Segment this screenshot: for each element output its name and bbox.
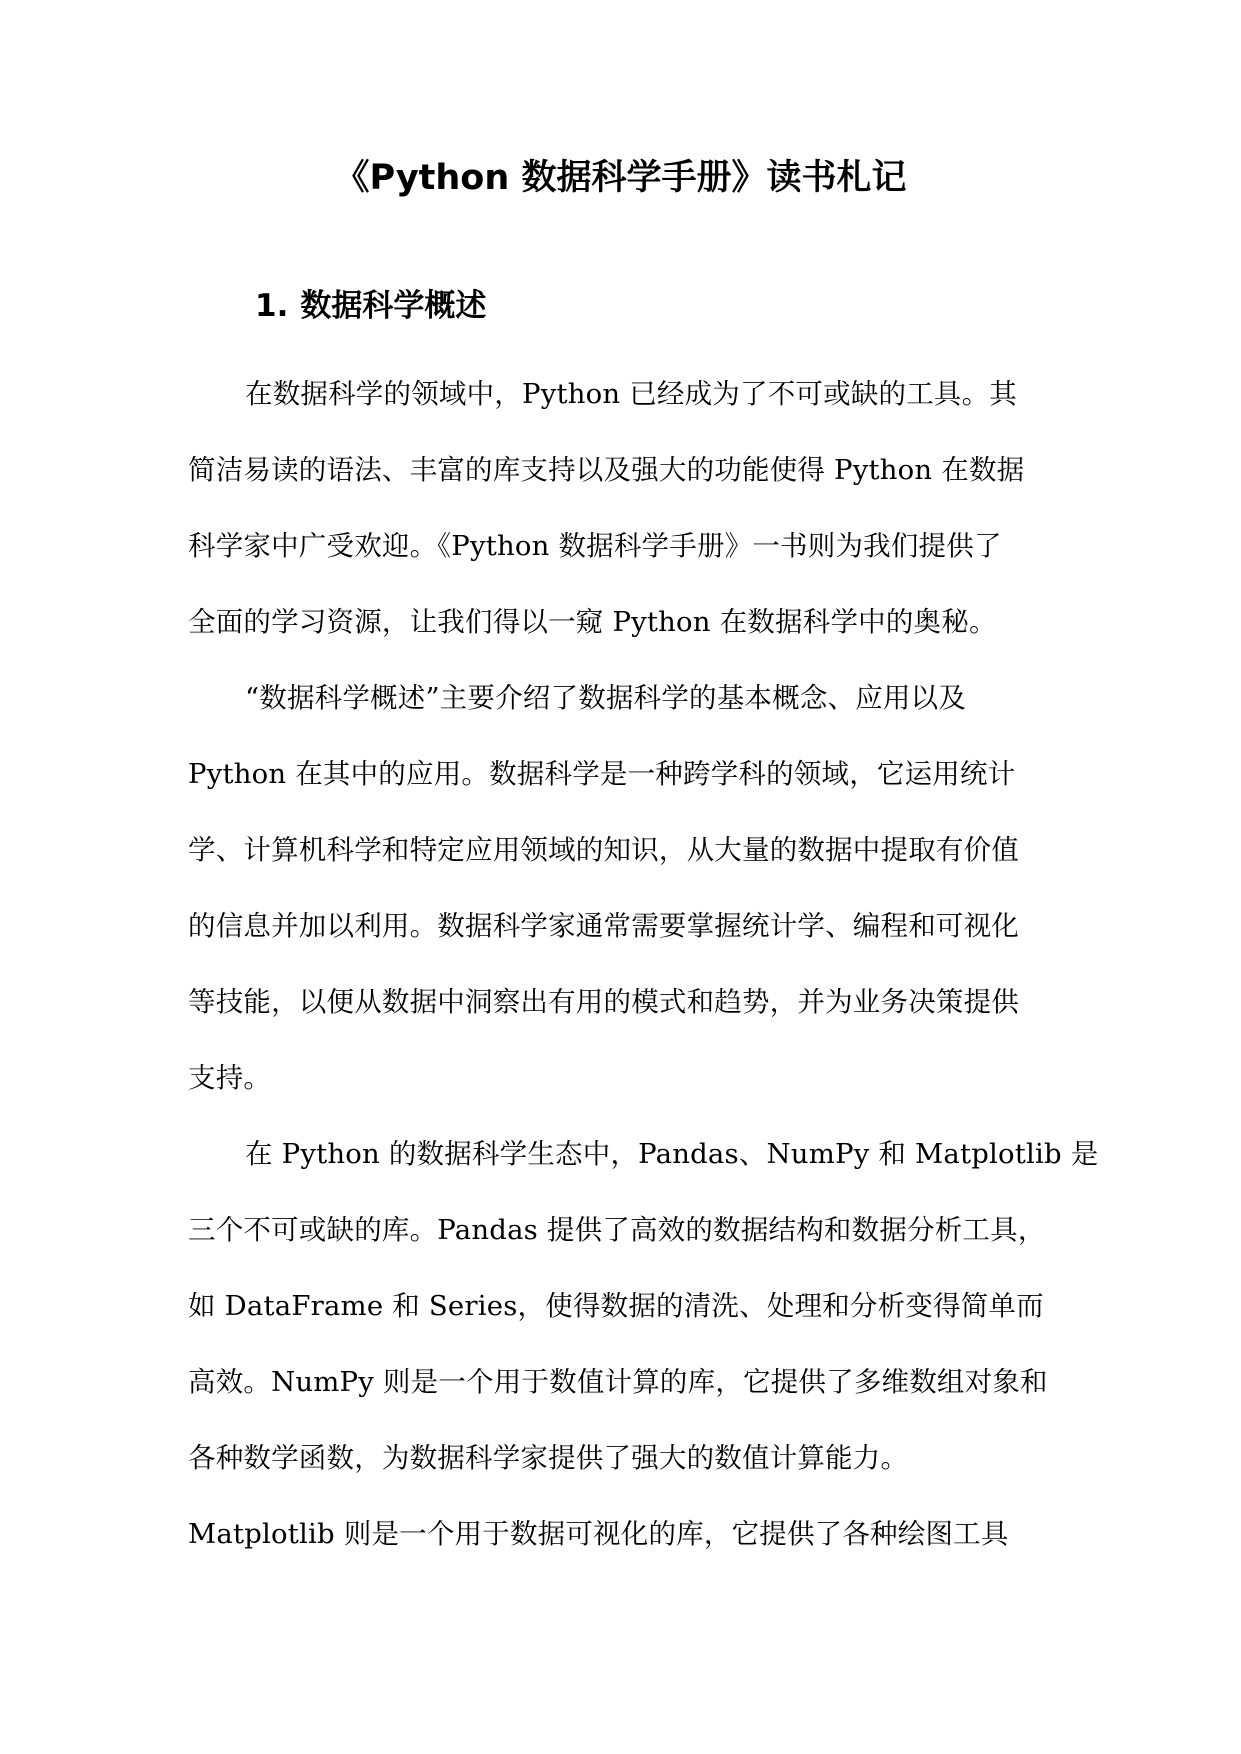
section-title: 数据科学概述 (300, 288, 487, 324)
text-line: 简洁易读的语法、丰富的库支持以及强大的功能使得 Python 在数据 (188, 454, 1025, 486)
text-line: 如 DataFrame 和 Series，使得数据的清洗、处理和分析变得简单而 (188, 1290, 1044, 1322)
text-line: 科学家中广受欢迎。《Python 数据科学手册》一书则为我们提供了 (188, 530, 1002, 562)
document-title: 《Python 数据科学手册》读书札记 (334, 158, 907, 198)
section-number: 1. (255, 288, 289, 324)
text-line: 在 Python 的数据科学生态中，Pandas、NumPy 和 Matplotlib 是 (245, 1138, 1099, 1170)
text-line: 高效。NumPy 则是一个用于数值计算的库，它提供了多维数组对象和 (188, 1366, 1048, 1398)
text-line: 支持。 (188, 1062, 272, 1094)
text-line: 的信息并加以利用。数据科学家通常需要掌握统计学、编程和可视化 (188, 910, 1019, 942)
text-line: Matplotlib 则是一个用于数据可视化的库，它提供了各种绘图工具 (188, 1518, 1009, 1550)
text-line: 全面的学习资源，让我们得以一窥 Python 在数据科学中的奥秘。 (188, 606, 997, 638)
section-heading (255, 282, 486, 330)
text-line: Python 在其中的应用。数据科学是一种跨学科的领域，它运用统计 (188, 758, 1016, 790)
body-text (188, 356, 1099, 1572)
text-line: 在数据科学的领域中，Python 已经成为了不可或缺的工具。其 (245, 378, 1018, 410)
text-line: 各种数学函数，为数据科学家提供了强大的数值计算能力。 (188, 1442, 909, 1474)
text-line: 学、计算机科学和特定应用领域的知识，从大量的数据中提取有价值 (188, 834, 1019, 866)
text-line: 等技能，以便从数据中洞察出有用的模式和趋势，并为业务决策提供 (188, 986, 1019, 1018)
text-line: 三个不可或缺的库。Pandas 提供了高效的数据结构和数据分析工具， (188, 1214, 1046, 1246)
text-line: “数据科学概述”主要介绍了数据科学的基本概念、应用以及 (245, 682, 967, 714)
